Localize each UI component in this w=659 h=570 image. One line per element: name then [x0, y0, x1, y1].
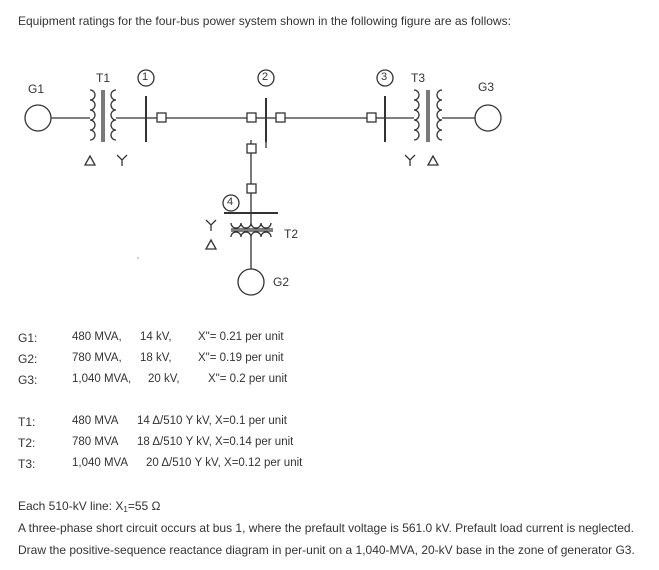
breaker-bus2-left	[247, 113, 256, 122]
problem-statement: A three-phase short circuit occurs at bus 1, where the prefault voltage is 561.0 kV. Prefault load current is neglected.	[18, 521, 634, 535]
g1-mva: 480 MVA,	[72, 331, 122, 343]
t1-secondary-coil	[111, 90, 116, 140]
g3-label: G3	[478, 80, 495, 94]
g1-label: G1	[28, 82, 45, 96]
g1-key: G1:	[18, 331, 38, 345]
t2-wye-symbol	[206, 220, 216, 231]
t3-rating: 20 Δ/510 Y kV, X=0.12 per unit	[146, 457, 303, 469]
g2-mva: 780 MVA,	[72, 352, 122, 364]
t2-rating: 18 Δ/510 Y kV, X=0.14 per unit	[137, 436, 294, 448]
t1-mva: 480 MVA	[72, 415, 119, 427]
g3-x: X"= 0.2 per unit	[208, 373, 288, 385]
bus1-number: 1	[142, 71, 149, 83]
g2-kv: 18 kV,	[140, 352, 172, 364]
bus2-number: 2	[262, 71, 269, 83]
g3-mva: 1,040 MVA,	[72, 373, 132, 385]
t2-primary-coil	[231, 223, 271, 228]
t3-key: T3:	[18, 457, 36, 471]
t1-delta-symbol	[85, 156, 95, 165]
breaker-bus1	[157, 113, 166, 122]
t1-label: T1	[96, 71, 111, 85]
t1-wye-symbol	[117, 155, 127, 166]
g2-key: G2:	[18, 352, 38, 366]
g3-generator-symbol	[475, 105, 501, 131]
breaker-bus4	[247, 184, 256, 193]
intro-text: Equipment ratings for the four-bus power system shown in the following figure are as follows:	[18, 14, 511, 28]
g1-x: X"= 0.21 per unit	[198, 331, 284, 343]
t2-secondary-coil	[231, 232, 271, 237]
t1-primary-coil	[90, 90, 95, 140]
g1-kv: 14 kV,	[140, 331, 172, 343]
t1-key: T1:	[18, 415, 36, 429]
g2-generator-symbol	[238, 269, 264, 295]
t2-label: T2	[284, 227, 299, 241]
t3-wye-symbol	[405, 155, 415, 166]
g2-label: G2	[273, 275, 290, 289]
breaker-bus2-right	[276, 113, 285, 122]
t1-rating: 14 Δ/510 Y kV, X=0.1 per unit	[137, 415, 287, 427]
breaker-bus3	[367, 113, 376, 122]
t3-label: T3	[411, 71, 426, 85]
g2-x: X"= 0.19 per unit	[198, 352, 284, 364]
bus4-number: 4	[227, 196, 234, 208]
t3-secondary-coil	[437, 90, 442, 140]
g3-kv: 20 kV,	[148, 373, 180, 385]
t3-mva: 1,040 MVA	[72, 457, 129, 469]
g3-key: G3:	[18, 373, 38, 387]
t2-mva: 780 MVA	[72, 436, 119, 448]
t2-delta-symbol	[206, 240, 216, 249]
t3-delta-symbol	[428, 156, 438, 165]
breaker-bus2-down	[247, 144, 256, 153]
task-statement: Draw the positive-sequence reactance diagram in per-unit on a 1,040-MVA, 20-kV base in the zone of generator G3.	[18, 543, 635, 557]
t2-key: T2:	[18, 436, 36, 450]
line-reactance: Each 510-kV line: $X_1=55$ Ω	[18, 499, 161, 514]
g1-generator-symbol	[25, 105, 51, 131]
bus3-number: 3	[381, 71, 388, 83]
t3-primary-coil	[414, 90, 419, 140]
